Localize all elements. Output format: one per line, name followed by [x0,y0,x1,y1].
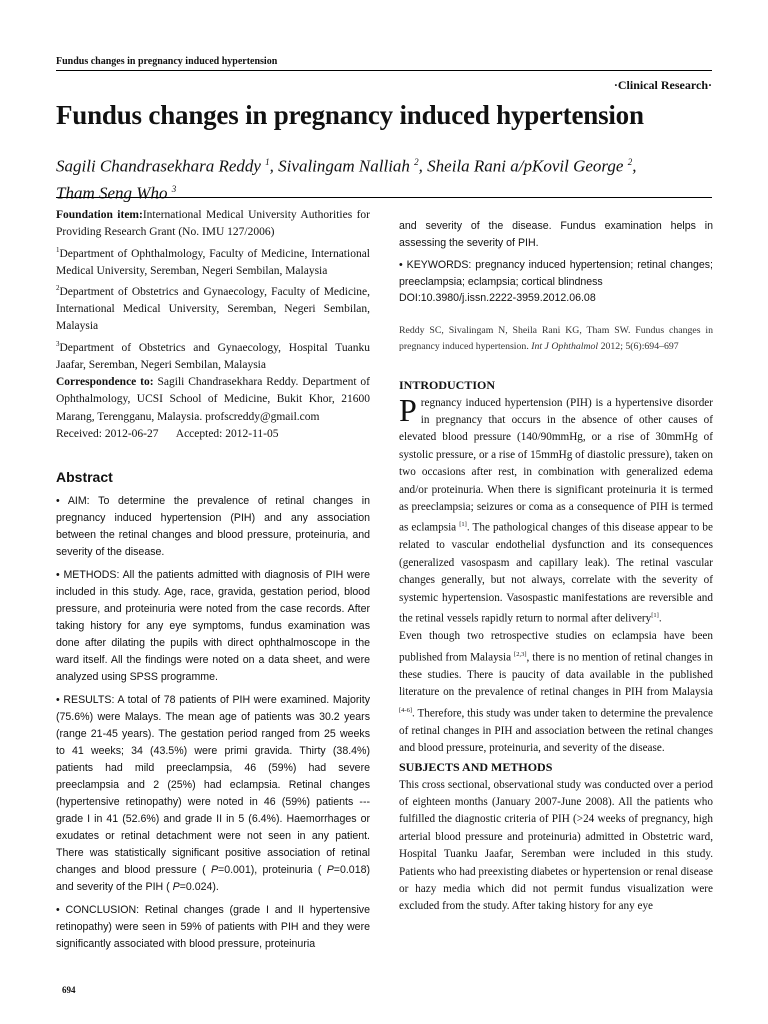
paragraph-text: . [658,612,662,625]
author-affiliation-mark: 2 [414,157,419,167]
affiliation-number: 3 [56,339,60,348]
methods-paragraph-1: This cross sectional, observational study was conducted over a period of eighteen months (January 2007-June 2008). All the patients who fulfilled the diagnostic criteria of PIH (>24 weeks of pregnancy, high arterial blood pressure and proteinuria) admitted in Obstetric ward, Hospital Tuanku Jaafar, Seremban were included in this study. Patients who had preexisting diabetes or hypertension or renal disease or hazy media which did not permit fundus visualization were excluded from the study. After taking history for any eye [399,778,713,913]
correspondence [56,374,370,426]
p-value-symbol: P [172,881,180,894]
front-matter [56,207,370,443]
author-name: Sagili Chandrasekhara Reddy [56,156,261,176]
author-affiliation-mark: 1 [265,157,270,167]
header-rule [56,70,712,71]
right-column [399,218,713,916]
accepted-date: Accepted: 2012-11-05 [175,428,279,441]
foundation-text: International Medical University Authorities for Providing Research Grant (No. IMU 127/2006) [56,209,371,239]
reference-mark: [2,3] [514,650,527,658]
results-text: ) and severity of the PIH ( [56,864,371,894]
affiliation-3 [56,336,370,374]
foundation-item [56,207,370,242]
reference-mark: [1] [651,612,659,620]
affiliation-number: 2 [56,284,60,293]
correspondence-text: Sagili Chandrasekhara Reddy. Department of Ophthalmology, UCSI School of Medicine, Bukit Khor, 21600 Marang, Terengganu, Malaysia. profscreddy@gmail.com [56,376,370,423]
citation-details: 2012; 5(6):694–697 [598,341,679,352]
citation-text: Reddy SC, Sivalingam N, Sheila Rani KG, Tham SW. Fundus changes in pregnancy induced hypertension. [399,324,713,352]
introduction-paragraph-2 [399,628,713,757]
running-head: Fundus changes in pregnancy induced hypertension [56,56,278,67]
affiliation-text: Department of Ophthalmology, Faculty of Medicine, International Medical University, Seremban, Negeri Sembilan, Malaysia [56,247,370,277]
paragraph-text: Even though two retrospective studies on eclampsia have been published from Malaysia [399,630,713,664]
affiliation-text: Department of Obstetrics and Gynaecology, Hospital Tuanku Jaafar, Seremban, Negeri Sembilan, Malaysia [56,341,370,371]
results-text: • RESULTS: A total of 78 patients of PIH were examined. Majority (75.6%) were Malays. The mean age of patients was 30.2 years (range 21-45 years). The gestation period ranged from 25 weeks to 41 weeks; 34 (43.5%) were primi gravida. Thirty (38.4%) patients had mild preeclampsia, 46 (59%) had severe preeclampsia and 2 (25%) had eclampsia. Retinal changes (hypertensive retinopathy) were noted in 46 (59%) patients --- grade I in 41 (52.6%) and grade II in 5 (6.4%). Haemorrhages or exudates or retinal detachment were not seen in any patient. There was statistically significant positive association of retinal changes and blood pressure ( [56,694,370,877]
abstract-conclusion: • CONCLUSION: Retinal changes (grade I and II hypertensive retinopathy) were seen in 59% of patients with PIH and they were significantly associated with blood pressure, proteinuria [56,904,370,951]
affiliation-1 [56,242,370,280]
reference-mark: [1] [459,521,467,529]
dates [56,426,370,443]
page-number: 694 [62,985,76,995]
abstract-conclusion-continued: and severity of the disease. Fundus examination helps in assessing the severity of PIH. [399,220,713,249]
drop-cap: P [399,391,417,428]
affiliation-number: 1 [56,245,60,254]
author-name: Sivalingam Nalliah [278,156,410,176]
foundation-label: Foundation item: [56,209,143,221]
methods-heading: SUBJECTS AND METHODS [399,759,553,774]
paragraph-text: regnancy induced hypertension (PIH) is a hypertensive disorder in pregnancy that occurs in the absence of other causes of elevated blood pressure (140/90mmHg, or a rise of 30mmHg of systolic pressure, or a rise of 15mmHg of diastolic pressure), taken on two occasions after rest, in combination with generalized edema and/or proteinuria. When there is significant proteinuria it is termed as preeclampsia; seizures or coma as a consequence of PIH is termed as eclampsia [399,396,713,535]
abstract-results [56,692,370,896]
author-name: Sheila Rani a/pKovil George [427,156,624,176]
p-value: =0.024 [179,881,213,894]
introduction-heading: INTRODUCTION [399,377,496,392]
paragraph-text: . Therefore, this study was under taken to determine the prevalence of retinal changes in PIH and association between the retinal changes and blood pressure, proteinuria, and severity of the disease. [399,707,713,755]
affiliation-text: Department of Obstetrics and Gynaecology, Faculty of Medicine, International Medical University, Seremban, Negeri Sembilan, Malaysia [56,285,370,333]
author-name: Tham Seng Who [56,183,168,203]
introduction-paragraph-1 [399,391,713,629]
abstract-aim: • AIM: To determine the prevalence of retinal changes in pregnancy induced hypertension (PIH) and any association between the retinal changes and blood pressure, proteinuria, and severity of the disease. [56,495,370,559]
author-list: Sagili Chandrasekhara Reddy $^1$, Sivalingam Nalliah $^2$, Sheila Rani a/pKovil George $^2$, Tham Seng Who $^3$ [56,156,637,203]
p-value-symbol: P [326,864,334,877]
p-value: =0.001 [218,864,251,877]
citation [399,323,713,356]
abstract-methods: • METHODS: All the patients admitted with diagnosis of PIH were included in this study. Age, race, gravida, gestation period, blood pressure, and proteinuria were noted from the case records. After taking history for any eye symptoms, fundus examination was done after dilating the pupils with direct ophthalmoscope in the ward itself. All the findings were noted on a data sheet, and were analyzed using SPSS programme. [56,569,370,684]
author-affiliation-mark: 2 [627,157,633,167]
doi: DOI:10.3980/j.issn.2222-3959.2012.06.08 [399,292,596,304]
paragraph-text: . The pathological changes of this disease appear to be related to vascular endothelial dysfunction and its consequences (generalized vasospasm and capillary leak). The retinal vascular changes generally, but not always, correlate with the severity of systemic hypertension. Vasospastic manifestations are reversible and the retinal vessels rapidly return to normal after delivery [399,522,713,625]
reference-mark: [4-6] [399,706,412,714]
journal-name: Int J Ophthalmol [531,341,599,352]
p-value-symbol: P [210,864,219,877]
affiliation-2 [56,280,370,336]
left-column [56,207,370,959]
title-rule [56,197,712,198]
abstract-heading: Abstract [56,469,113,486]
paragraph-text: , there is no mention of retinal changes in these studies. There is paucity of data available in the published literature on the prevalence of retinal changes in PIH from Malaysia [399,651,713,699]
article-title: Fundus changes in pregnancy induced hypertension [56,100,644,130]
author-affiliation-mark: 3 [171,183,177,194]
abstract-keywords: • KEYWORDS: pregnancy induced hypertension; retinal changes; preeclampsia; eclampsia; cortical blindness [399,259,713,288]
p-value: =0.018 [333,864,367,877]
correspondence-label: Correspondence to: [56,376,154,389]
section-label: ·Clinical Research· [613,78,712,92]
results-text: ), proteinuria ( [250,864,327,877]
received-date: Received: 2012-06-27 [56,428,159,441]
results-text: ). [212,881,219,894]
